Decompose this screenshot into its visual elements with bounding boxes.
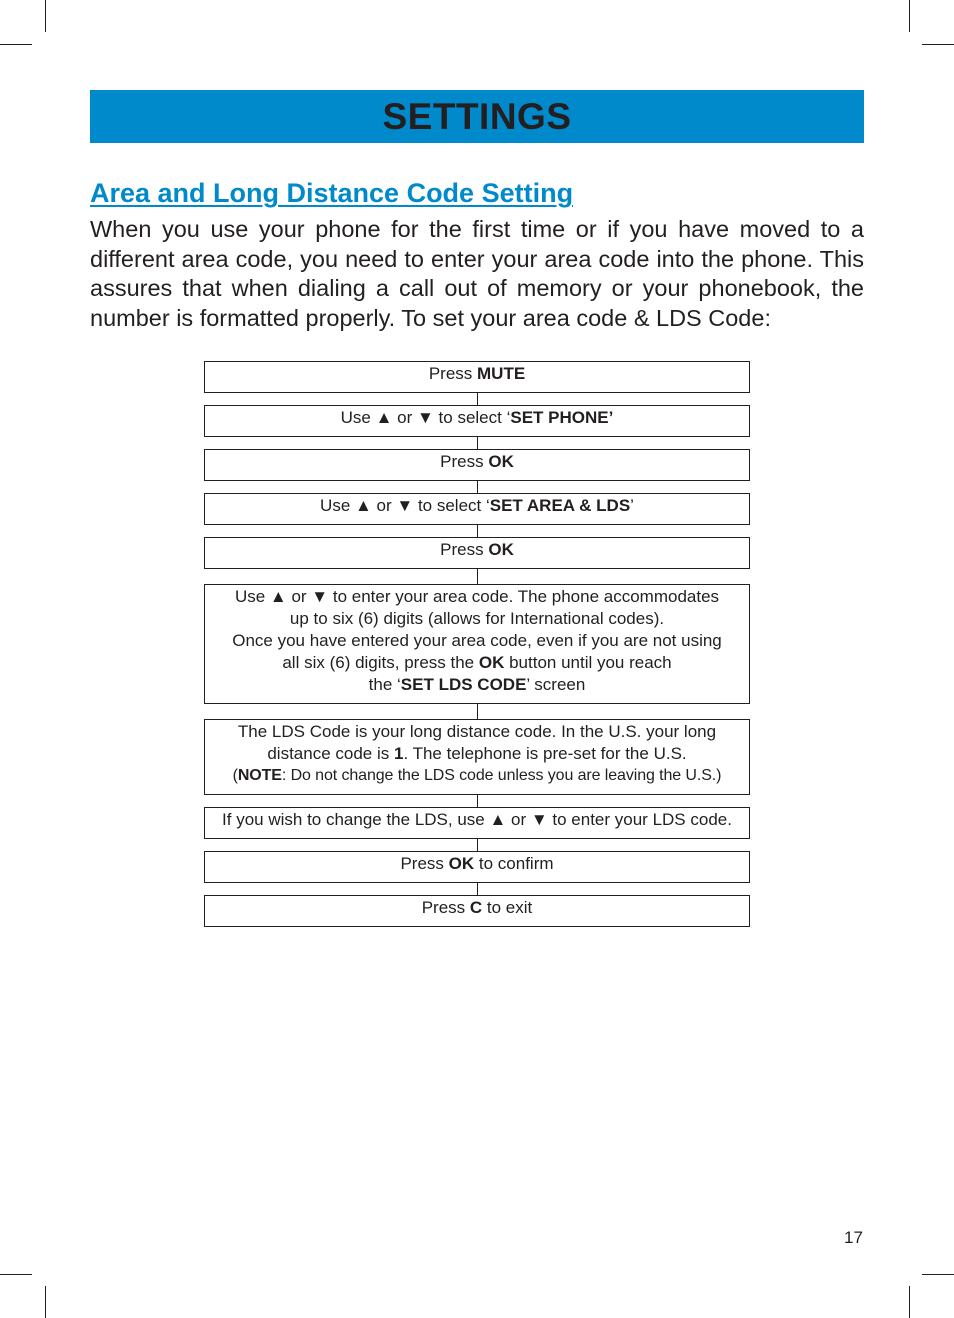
step-text: Press bbox=[421, 898, 470, 917]
step-text: Press bbox=[428, 364, 477, 383]
flow-step bbox=[204, 584, 750, 704]
step-text: Press bbox=[440, 452, 489, 471]
crop-mark bbox=[0, 44, 32, 45]
step-text: If you wish to change the LDS, use ▲ or ▼ to enter your LDS code. bbox=[222, 810, 732, 829]
flow-step bbox=[204, 405, 750, 437]
flow-step bbox=[204, 719, 750, 795]
flow-step bbox=[204, 537, 750, 569]
step-text: ’ screen bbox=[526, 675, 586, 694]
flow-step-line bbox=[209, 674, 745, 696]
flow-connector bbox=[477, 883, 478, 895]
crop-mark bbox=[0, 1274, 32, 1275]
crop-mark bbox=[922, 1274, 954, 1275]
step-text: . The telephone is pre-set for the U.S. bbox=[403, 744, 687, 763]
step-text: Use ▲ or ▼ to select ‘ bbox=[340, 408, 511, 427]
flow-connector bbox=[477, 839, 478, 851]
flow-step-line bbox=[209, 495, 745, 517]
step-keyword: SET LDS CODE bbox=[400, 675, 527, 694]
step-text: ’ bbox=[630, 496, 634, 515]
crop-mark bbox=[922, 44, 954, 45]
step-text: ( bbox=[232, 767, 238, 784]
flow-step-line bbox=[209, 853, 745, 875]
flow-step-line bbox=[209, 721, 745, 743]
step-text: all six (6) digits, press the bbox=[282, 653, 479, 672]
flow-connector bbox=[477, 481, 478, 493]
step-keyword: C bbox=[469, 898, 483, 917]
page-number: 17 bbox=[844, 1228, 863, 1247]
step-text: distance code is bbox=[267, 744, 394, 763]
flow-step-line bbox=[209, 630, 745, 652]
step-keyword: NOTE bbox=[237, 767, 282, 784]
crop-mark bbox=[909, 1286, 910, 1318]
step-keyword: MUTE bbox=[477, 364, 526, 383]
step-text: Press bbox=[440, 540, 489, 559]
flow-step-line bbox=[209, 539, 745, 561]
flow-connector bbox=[477, 393, 478, 405]
page-title: SETTINGS bbox=[382, 96, 572, 137]
flow-step bbox=[204, 807, 750, 839]
step-text: up to six (6) digits (allows for International codes). bbox=[289, 609, 665, 628]
header-bar bbox=[90, 90, 864, 143]
flow-step-line bbox=[209, 363, 745, 385]
flow-step bbox=[204, 851, 750, 883]
step-keyword: SET AREA & LDS bbox=[489, 496, 631, 515]
step-text: : Do not change the LDS code unless you are leaving the U.S.) bbox=[281, 767, 722, 784]
step-text: the ‘ bbox=[368, 675, 401, 694]
step-keyword: 1 bbox=[393, 744, 404, 763]
crop-mark bbox=[45, 1286, 46, 1318]
flow-step-line bbox=[209, 451, 745, 473]
step-keyword: SET PHONE’ bbox=[510, 408, 614, 427]
flow-step bbox=[204, 361, 750, 393]
step-text: Use ▲ or ▼ to enter your area code. The phone accommodates bbox=[234, 587, 720, 606]
step-text: Press bbox=[400, 854, 449, 873]
flow-connector bbox=[477, 569, 478, 584]
step-text: to confirm bbox=[474, 854, 554, 873]
crop-mark bbox=[45, 0, 46, 32]
step-keyword: OK bbox=[478, 653, 505, 672]
step-text: Once you have entered your area code, even if you are not using bbox=[232, 631, 722, 650]
intro-paragraph: When you use your phone for the first time or if you have moved to a different area code, you need to enter your area code into the phone. This assures that when dialing a call out of memory or your phonebook, the number is formatted properly. To set your area code & LDS Code: bbox=[90, 216, 864, 331]
step-text: Use ▲ or ▼ to select ‘ bbox=[320, 496, 490, 515]
flow-step-line bbox=[209, 765, 745, 787]
flow-connector bbox=[477, 525, 478, 537]
flow-connector bbox=[477, 437, 478, 449]
flow-step-line bbox=[209, 743, 745, 765]
flow-step-line bbox=[209, 407, 745, 429]
flow-step-line bbox=[209, 586, 745, 608]
flow-step bbox=[204, 449, 750, 481]
flow-step bbox=[204, 895, 750, 927]
step-text: to exit bbox=[482, 898, 533, 917]
flow-step bbox=[204, 493, 750, 525]
crop-mark bbox=[909, 0, 910, 32]
flow-step-line bbox=[209, 652, 745, 674]
flow-connector bbox=[477, 704, 478, 719]
instruction-flowchart bbox=[204, 361, 750, 927]
step-text: button until you reach bbox=[504, 653, 672, 672]
step-keyword: OK bbox=[488, 452, 514, 471]
step-keyword: OK bbox=[488, 540, 514, 559]
flow-step-line bbox=[209, 809, 745, 831]
step-keyword: OK bbox=[448, 854, 475, 873]
flow-step-line bbox=[209, 897, 745, 919]
section-heading: Area and Long Distance Code Setting bbox=[90, 178, 574, 208]
flow-step-line bbox=[209, 608, 745, 630]
flow-connector bbox=[477, 795, 478, 807]
step-text: The LDS Code is your long distance code. In the U.S. your long bbox=[237, 722, 717, 741]
